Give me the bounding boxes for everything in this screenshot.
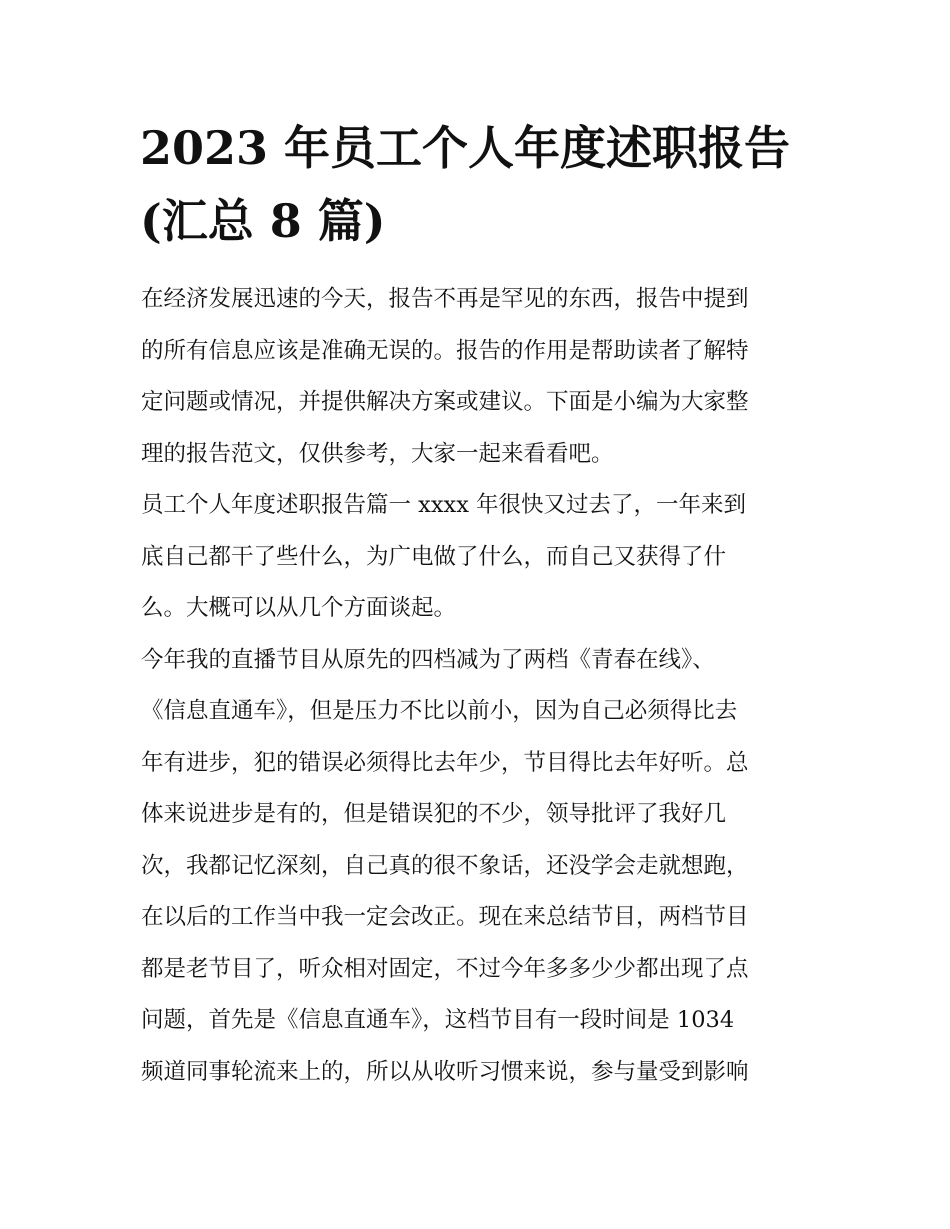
body-line: 的所有信息应该是准确无误的。报告的作用是帮助读者了解特 xyxy=(141,337,749,364)
body-line: 在以后的工作当中我一定会改正。现在来总结节目，两档节目 xyxy=(141,904,749,930)
body-line: 体来说进步是有的，但是错误犯的不少，领导批评了我好几 xyxy=(141,801,727,827)
body-line: 年有进步，犯的错误必须得比去年少，节目得比去年好听。总 xyxy=(141,749,749,776)
title-line: 2023 年员工个人年度述职报告 xyxy=(140,121,791,175)
body-line: 理的报告范文，仅供参考，大家一起来看看吧。 xyxy=(141,440,614,467)
body-line: 在经济发展迅速的今天，报告不再是罕见的东西，报告中提到 xyxy=(141,286,749,312)
document-title xyxy=(140,112,820,258)
body-line: 定问题或情况，并提供解决方案或建议。下面是小编为大家整 xyxy=(141,389,749,415)
body-line: 底自己都干了些什么，为广电做了什么，而自己又获得了什 xyxy=(141,543,727,570)
body-line: 员工个人年度述职报告篇一 xxxx 年很快又过去了，一年来到 xyxy=(141,492,747,518)
body-line: 次，我都记忆深刻，自己真的很不象话，还没学会走就想跑， xyxy=(141,852,749,879)
body-line: 今年我的直播节目从原先的四档减为了两档《青春在线》、 xyxy=(141,646,715,673)
title-line: (汇总 8 篇) xyxy=(140,194,386,248)
body-line: 问题，首先是《信息直通车》，这档节目有一段时间是 1034 xyxy=(141,1007,735,1033)
body-line: 《信息直通车》，但是压力不比以前小，因为自己必须得比去 xyxy=(141,698,738,724)
body-line: 么。大概可以从几个方面谈起。 xyxy=(141,595,457,621)
body-line: 频道同事轮流来上的，所以从收听习惯来说，参与量受到影响 xyxy=(141,1058,749,1085)
body-line: 都是老节目了，听众相对固定，不过今年多多少少都出现了点 xyxy=(141,955,749,982)
document-body xyxy=(141,274,821,1098)
